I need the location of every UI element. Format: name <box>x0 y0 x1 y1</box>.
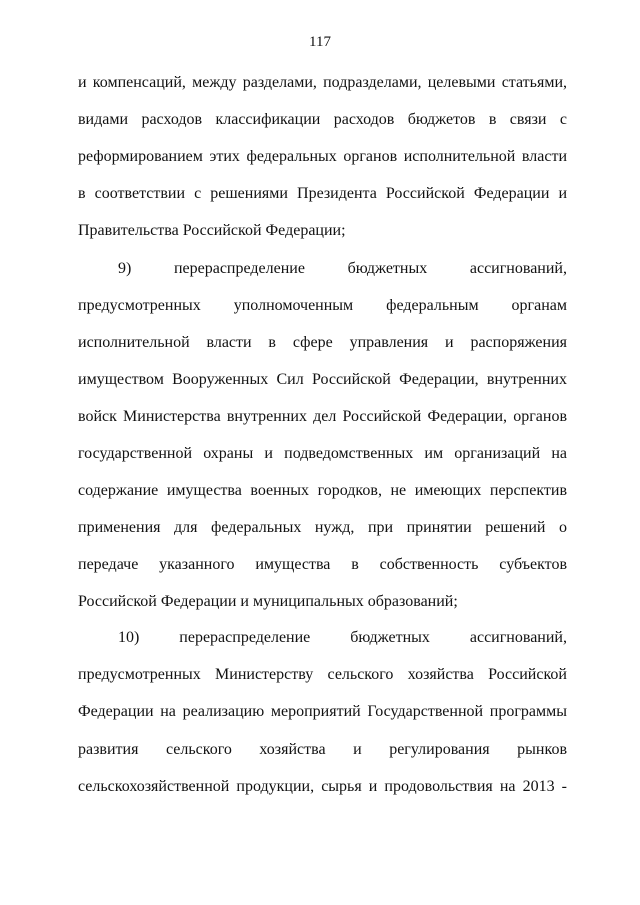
text-line: передаче указанного имущества в собственность субъектов <box>78 556 567 573</box>
text-line: предусмотренных Министерству сельского хозяйства Российской <box>78 666 567 683</box>
text-line: развития сельского хозяйства и регулирования рынков <box>78 741 567 758</box>
text-line: видами расходов классификации расходов бюджетов в связи с <box>78 111 567 128</box>
page-number: 117 <box>309 34 331 50</box>
text-line: государственной охраны и подведомственных им организаций на <box>78 445 567 462</box>
text-line: имуществом Вооруженных Сил Российской Федерации, внутренних <box>78 371 567 388</box>
text-line: сельскохозяйственной продукции, сырья и продовольствия на 2013 - <box>78 778 567 795</box>
text-line: применения для федеральных нужд, при принятии решений о <box>78 519 567 536</box>
text-line: исполнительной власти в сфере управления и распоряжения <box>78 334 567 351</box>
text-line: Российской Федерации и муниципальных образований; <box>78 593 458 610</box>
text-line: и компенсаций, между разделами, подразделами, целевыми статьями, <box>78 74 567 91</box>
text-line: в соответствии с решениями Президента Российской Федерации и <box>78 185 567 202</box>
text-line: Правительства Российской Федерации; <box>78 222 346 239</box>
paragraph-first-line: 10) перераспределение бюджетных ассигнований, <box>118 629 567 646</box>
text-line: войск Министерства внутренних дел Российской Федерации, органов <box>78 408 567 425</box>
paragraph-first-line: 9) перераспределение бюджетных ассигнований, <box>118 260 567 277</box>
text-line: предусмотренных уполномоченным федеральным органам <box>78 297 567 314</box>
text-line: реформированием этих федеральных органов исполнительной власти <box>78 148 567 165</box>
text-line: Федерации на реализацию мероприятий Государственной программы <box>78 703 567 720</box>
text-line: содержание имущества военных городков, не имеющих перспектив <box>78 482 567 499</box>
